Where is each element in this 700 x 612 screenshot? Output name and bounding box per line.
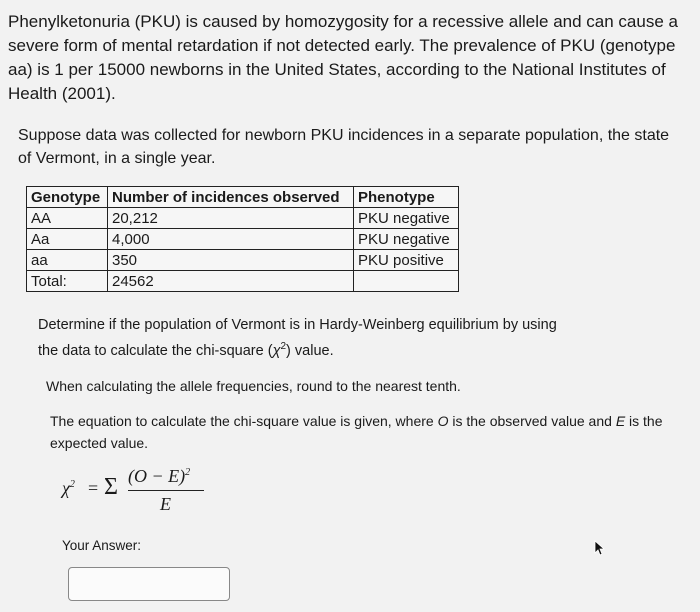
header-phenotype: Phenotype <box>354 187 459 208</box>
answer-label: Your Answer: <box>62 538 142 553</box>
expected-symbol: E <box>615 413 626 429</box>
formula-numerator-sup: 2 <box>185 467 191 478</box>
formula-equals: = <box>88 478 99 498</box>
determine-instruction <box>38 314 658 362</box>
table-row <box>27 208 459 229</box>
cell-genotype: aa <box>27 250 108 271</box>
cell-count: 350 <box>108 250 354 271</box>
chi-superscript: 2 <box>280 341 287 352</box>
equation-note-mid: is the observed value and <box>448 413 616 429</box>
cell-total-phenotype <box>354 271 459 292</box>
intro-paragraph: Phenylketonuria (PKU) is caused by homozygosity for a recessive allele and can cause a severe form of mental retardation if not detected early. The prevalence of PKU (genotype aa) is 1 per 15000 newborns in the United States, according to the National Institutes of Health (2001). <box>8 12 678 103</box>
cell-count: 20,212 <box>108 208 354 229</box>
mouse-cursor-icon <box>594 540 608 556</box>
scenario-paragraph: Suppose data was collected for newborn PKU incidences in a separate population, the state of Vermont, in a single year. <box>18 127 670 167</box>
answer-input[interactable] <box>68 567 230 601</box>
table-row <box>27 250 459 271</box>
table-total-row <box>27 271 459 292</box>
genotype-table <box>26 186 459 292</box>
header-genotype: Genotype <box>27 187 108 208</box>
fraction-bar <box>128 490 204 491</box>
rounding-note: When calculating the allele frequencies, round to the nearest tenth. <box>46 378 461 394</box>
cell-genotype: AA <box>27 208 108 229</box>
cell-phenotype: PKU negative <box>354 208 459 229</box>
table-row <box>27 229 459 250</box>
formula-numerator: (O − E) <box>128 466 186 486</box>
formula-denominator: E <box>160 494 171 514</box>
cell-total-label: Total: <box>27 271 108 292</box>
equation-note-post: is the expected value. <box>50 413 663 451</box>
cell-count: 4,000 <box>108 229 354 250</box>
table-header-row <box>27 187 459 208</box>
equation-note-pre: The equation to calculate the chi-square value is given, where <box>50 413 438 429</box>
equation-note <box>50 410 670 454</box>
observed-symbol: O <box>437 413 449 429</box>
cell-total-count: 24562 <box>108 271 354 292</box>
header-incidences: Number of incidences observed <box>108 187 354 208</box>
sigma-symbol: Σ <box>104 474 118 500</box>
formula-chi-sup: 2 <box>69 479 75 490</box>
determine-line1: Determine if the population of Vermont is in Hardy-Weinberg equilibrium by using <box>38 317 557 333</box>
formula-chi: χ <box>62 478 70 498</box>
cell-genotype: Aa <box>27 229 108 250</box>
determine-line2-post: ) value. <box>286 342 334 359</box>
chi-symbol: χ <box>272 342 281 359</box>
cell-phenotype: PKU positive <box>354 250 459 271</box>
determine-line2-pre: the data to calculate the chi-square ( <box>38 342 273 359</box>
cell-phenotype: PKU negative <box>354 229 459 250</box>
